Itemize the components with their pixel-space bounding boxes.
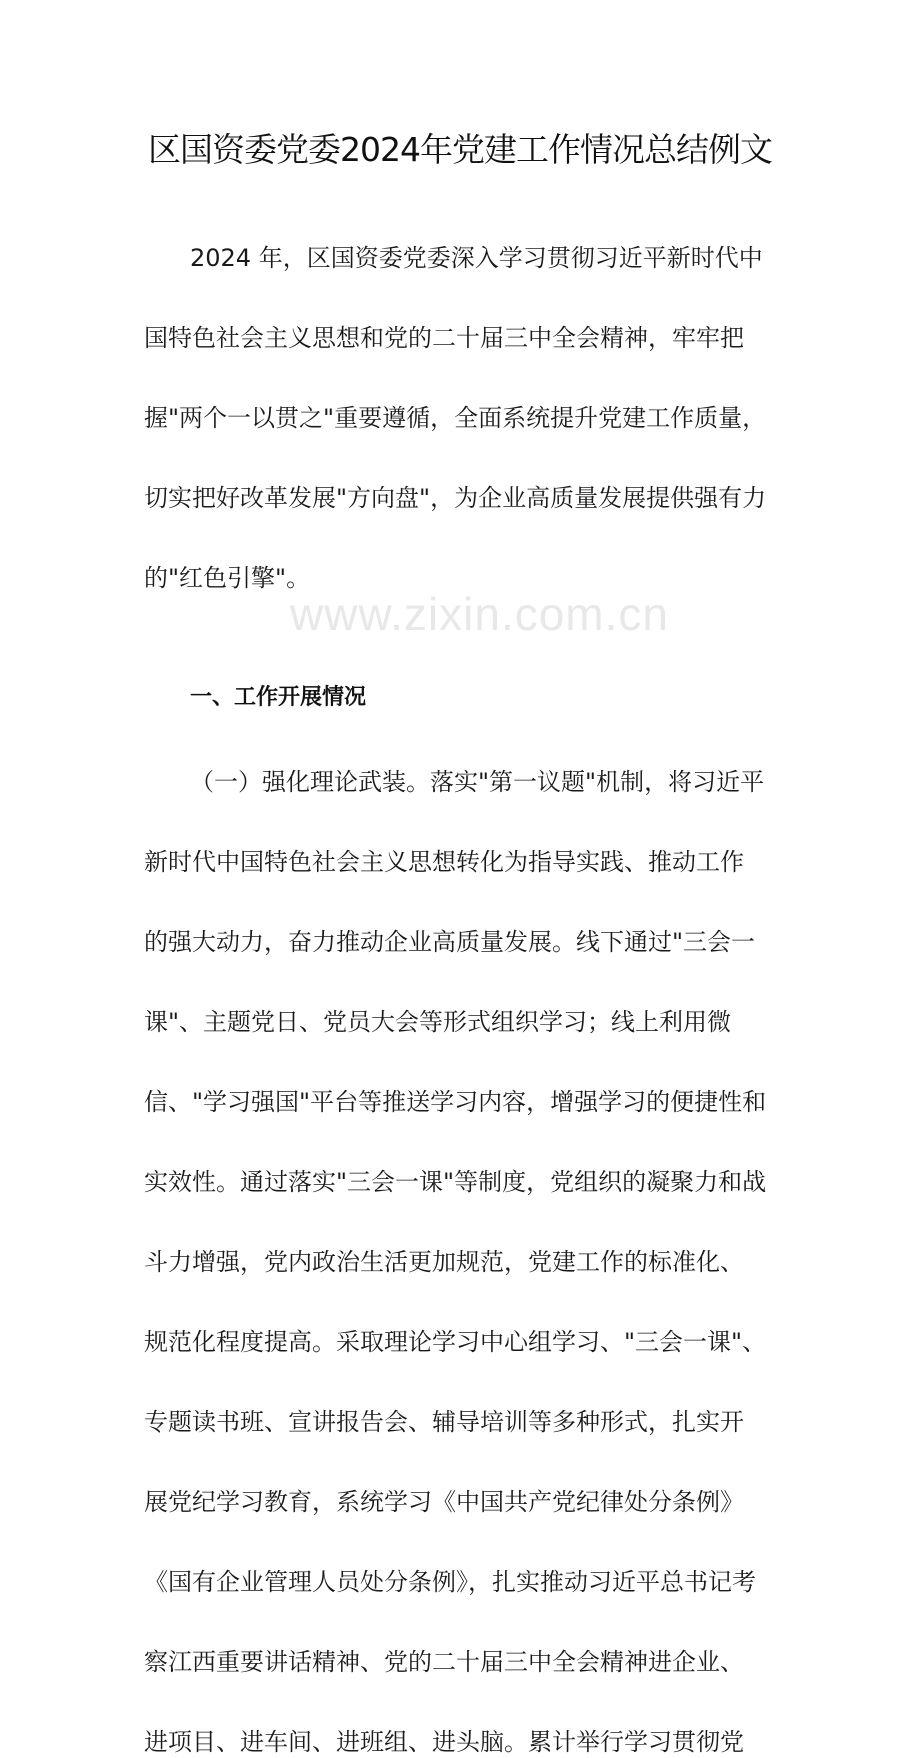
body-line: 新时代中国特色社会主义思想转化为指导实践、推动工作 xyxy=(144,848,744,876)
body-line: （一）强化理论武装。落实"第一议题"机制，将习近平 xyxy=(190,768,765,796)
body-line: 的强大动力，奋力推动企业高质量发展。线下通过"三会一 xyxy=(144,928,756,956)
body-line: 斗力增强，党内政治生活更加规范，党建工作的标准化、 xyxy=(144,1248,744,1276)
body-line: 信、"学习强国"平台等推送学习内容，增强学习的便捷性和 xyxy=(144,1088,767,1116)
body-line: 专题读书班、宣讲报告会、辅导培训等多种形式，扎实开 xyxy=(144,1408,744,1436)
body-line: 规范化程度提高。采取理论学习中心组学习、"三会一课"、 xyxy=(144,1328,767,1356)
intro-line: 握"两个一以贯之"重要遵循，全面系统提升党建工作质量， xyxy=(144,404,767,432)
body-line: 实效性。通过落实"三会一课"等制度，党组织的凝聚力和战 xyxy=(144,1168,767,1196)
watermark: www.zixin.com.cn xyxy=(290,588,669,640)
intro-line: 切实把好改革发展"方向盘"，为企业高质量发展提供强有力 xyxy=(144,484,767,512)
intro-line: 国特色社会主义思想和党的二十届三中全会精神，牢牢把 xyxy=(144,324,744,352)
body-line: 察江西重要讲话精神、党的二十届三中全会精神进企业、 xyxy=(144,1648,744,1676)
body-line: 《国有企业管理人员处分条例》，扎实推动习近平总书记考 xyxy=(144,1568,756,1596)
document-title: 区国资委党委2024年党建工作情况总结例文 xyxy=(148,130,772,169)
intro-line: 的"红色引擎"。 xyxy=(144,564,311,592)
section-heading: 一、工作开展情况 xyxy=(190,685,367,710)
body-line: 展党纪学习教育，系统学习《中国共产党纪律处分条例》 xyxy=(144,1488,744,1516)
body-line: 课"、主题党日、党员大会等形式组织学习；线上利用微 xyxy=(144,1008,732,1036)
body-line: 进项目、进车间、进班组、进头脑。累计举行学习贯彻党 xyxy=(144,1728,744,1756)
intro-line: 2024 年，区国资委党委深入学习贯彻习近平新时代中 xyxy=(190,244,763,272)
